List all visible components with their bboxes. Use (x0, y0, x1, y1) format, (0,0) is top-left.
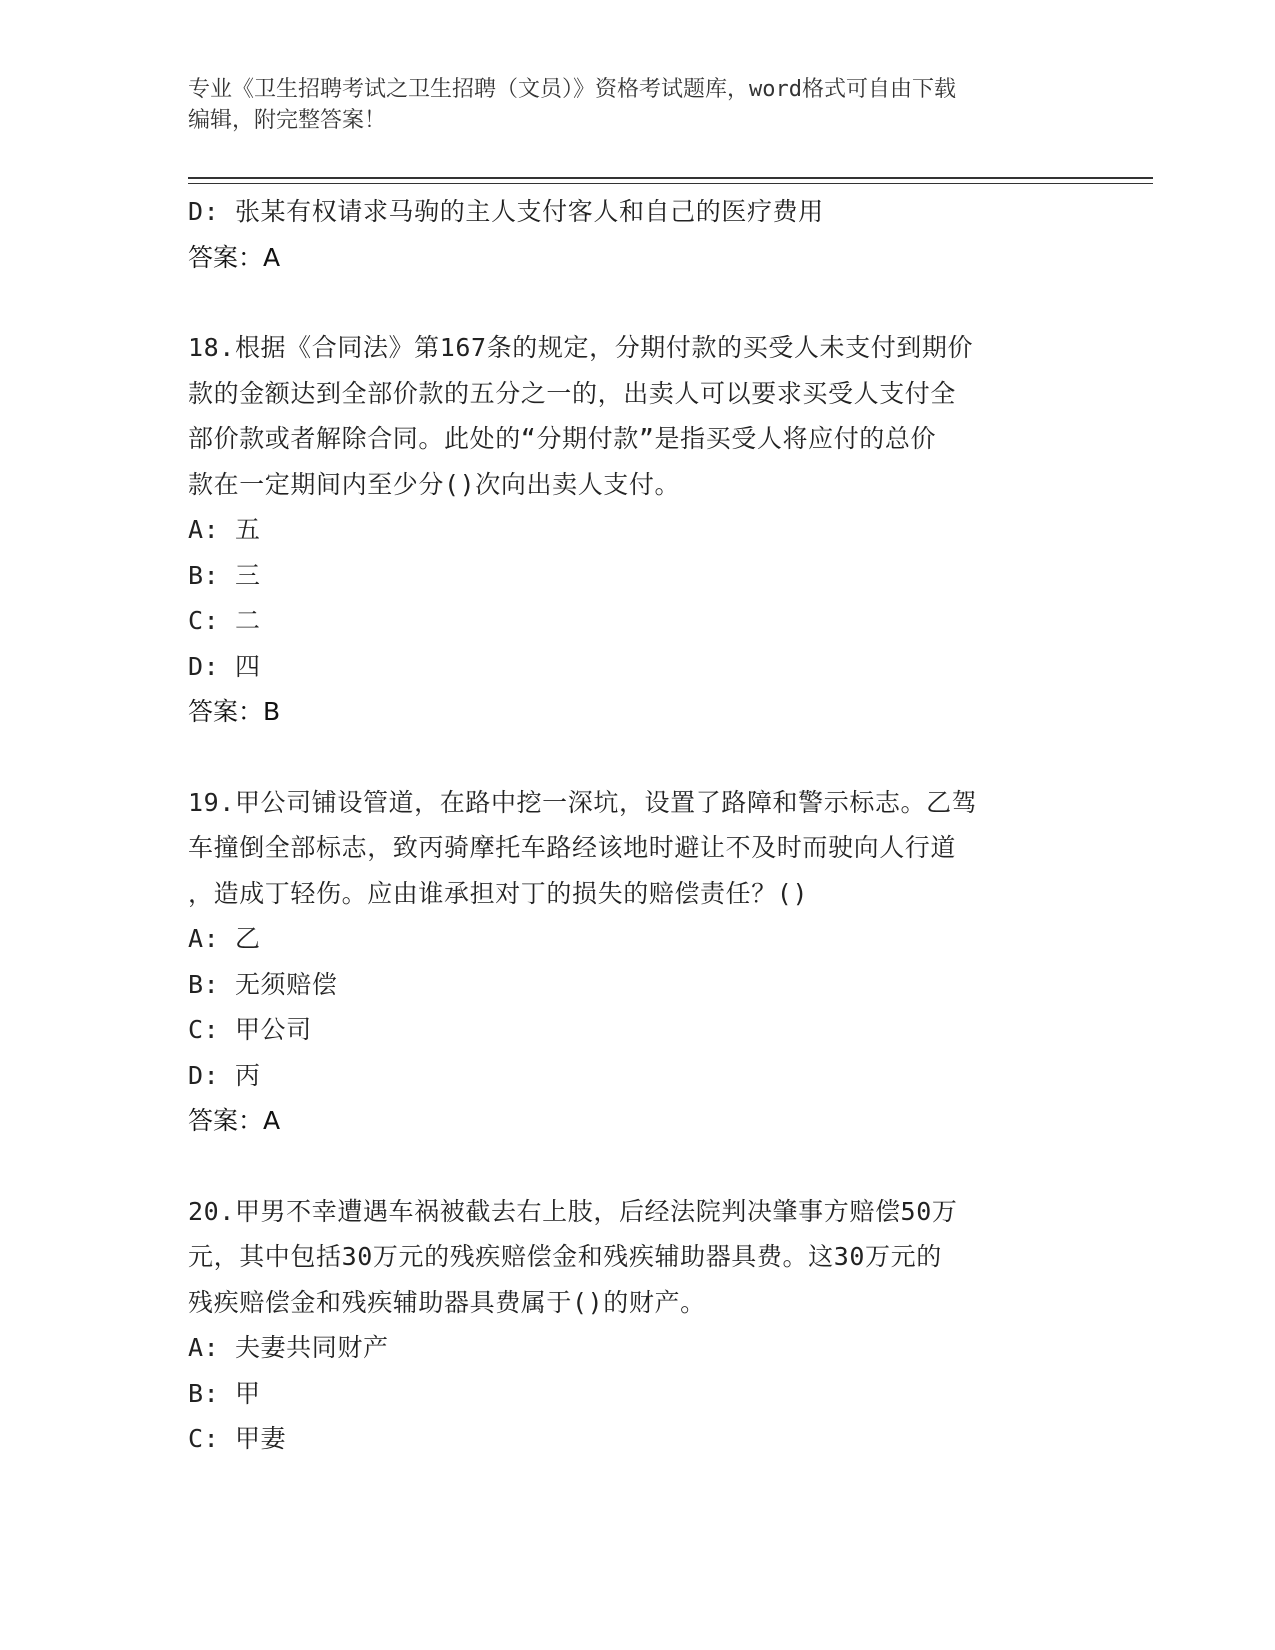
question-fragment (188, 189, 1088, 280)
question-text-line: 残疾赔偿金和残疾辅助器具费属于()的财产。 (188, 1287, 706, 1317)
answer-line: 答案：A (188, 242, 281, 272)
question-text-line: 部价款或者解除合同。此处的“分期付款”是指买受人将应付的总价 (188, 424, 937, 453)
option-a: A: 夫妻共同财产 (188, 1333, 389, 1362)
question-19 (188, 780, 1088, 1144)
page-header (188, 74, 1088, 136)
answer-line: 答案：A (188, 1106, 281, 1135)
option-a: A: 五 (188, 515, 261, 544)
question-text-line: 19.甲公司铺设管道，在路中挖一深坑，设置了路障和警示标志。乙驾 (188, 787, 978, 817)
option-d: D: 丙 (188, 1060, 261, 1090)
spacer (188, 280, 1088, 325)
spacer (188, 1144, 1088, 1189)
option-b: B: 无须赔偿 (188, 969, 338, 999)
question-text-line: ，造成丁轻伤。应由谁承担对丁的损失的赔偿责任？() (188, 878, 809, 908)
header-line-2: 编辑，附完整答案！ (188, 108, 387, 133)
header-divider-thick (188, 177, 1153, 179)
option-b: B: 甲 (188, 1378, 261, 1408)
option-c: C: 甲妻 (188, 1424, 287, 1453)
option-d: D: 四 (188, 651, 261, 681)
header-line-1: 专业《卫生招聘考试之卫生招聘（文员）》资格考试题库，word格式可自由下载 (188, 77, 956, 102)
option-a: A: 乙 (188, 924, 261, 953)
question-text-line: 车撞倒全部标志，致丙骑摩托车路经该地时避让不及时而驶向人行道 (188, 833, 957, 862)
question-text-line: 元，其中包括30万元的残疾赔偿金和残疾辅助器具费。这30万元的 (188, 1242, 942, 1271)
question-text-line: 款的金额达到全部价款的五分之一的，出卖人可以要求买受人支付全 (188, 378, 957, 408)
question-text-line: 18.根据《合同法》第167条的规定，分期付款的买受人未支付到期价 (188, 333, 974, 362)
option-c: C: 二 (188, 606, 261, 635)
document-body (188, 189, 1088, 1462)
header-divider-thin (188, 183, 1153, 184)
spacer (188, 735, 1088, 780)
question-text-line: 款在一定期间内至少分()次向出卖人支付。 (188, 469, 681, 499)
option-c: C: 甲公司 (188, 1015, 312, 1044)
option-b: B: 三 (188, 560, 261, 590)
question-18 (188, 325, 1088, 735)
answer-line: 答案：B (188, 697, 281, 726)
question-text-line: 20.甲男不幸遭遇车祸被截去右上肢，后经法院判决肇事方赔偿50万 (188, 1196, 958, 1226)
question-20 (188, 1189, 1088, 1462)
option-d: D: 张某有权请求马驹的主人支付客人和自己的医疗费用 (188, 197, 824, 226)
